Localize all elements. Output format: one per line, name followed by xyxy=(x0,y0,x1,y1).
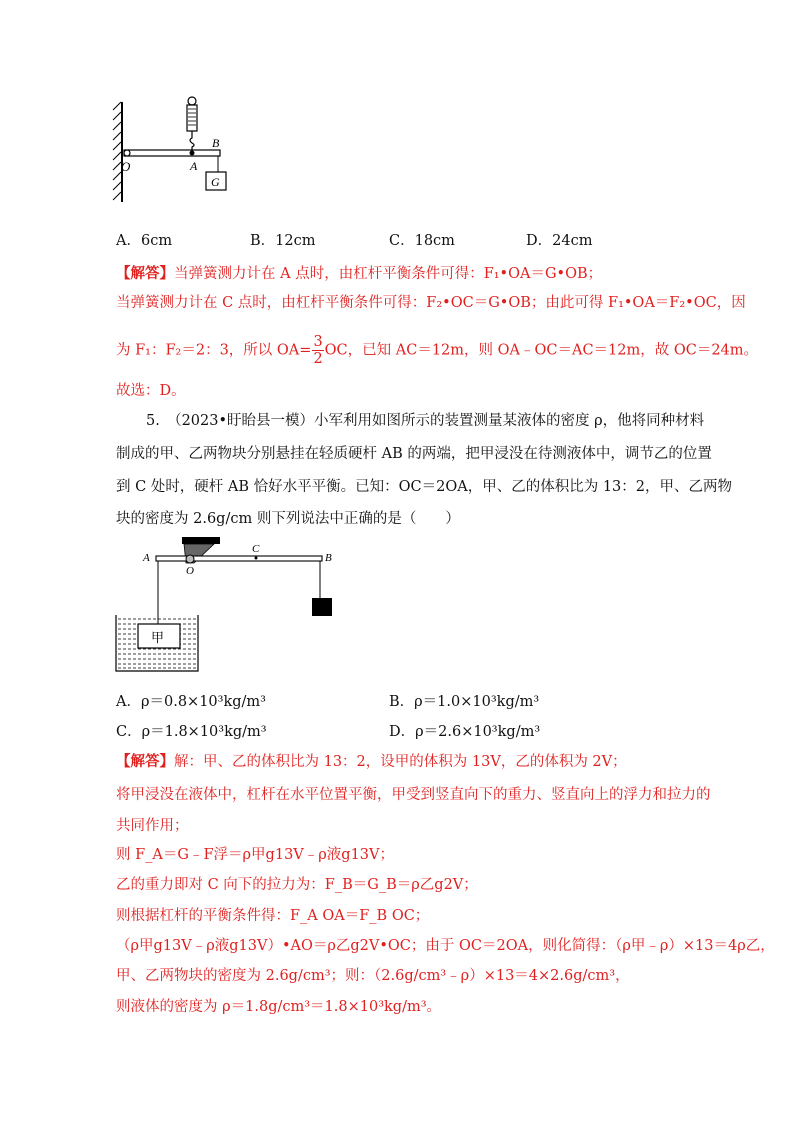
q4-option-d: D．24cm xyxy=(526,233,593,249)
q5-solution-line-4: 则 F_A＝G﹣F浮＝ρ甲g13V﹣ρ液g13V； xyxy=(116,847,394,863)
answer-tag: 【解答】 xyxy=(116,753,174,770)
label-o: O xyxy=(121,159,131,174)
q5-stem-line-3: 到 C 处时，硬杆 AB 恰好水平平衡。已知：OC＝2OA，甲、乙的体积比为 13：2，甲、乙两物 xyxy=(116,479,733,495)
label-b: B xyxy=(325,552,332,564)
label-g: G xyxy=(211,175,220,189)
q5-stem-line-2: 制成的甲、乙两物块分别悬挂在轻质硬杆 AB 的两端，把甲浸没在待测液体中，调节乙的位置 xyxy=(116,446,712,462)
q5-solution-line-7: （ρ甲g13V﹣ρ液g13V）•AO＝ρ乙g2V•OC；由于 OC＝2OA，则化简得：（ρ甲﹣ρ）×13＝4ρ乙， xyxy=(116,938,775,954)
label-c: C xyxy=(252,543,260,555)
q5-option-b: B．ρ＝1.0×10³kg/m³ xyxy=(389,694,540,710)
q5-stem-line-4: 块的密度为 2.6g/cm 则下列说法中正确的是（ ） xyxy=(116,511,460,527)
q5-solution-line-8: 甲、乙两物块的密度为 2.6g/cm³；则：（2.6g/cm³﹣ρ）×13＝4×2.6g/cm³， xyxy=(116,968,630,984)
q4-option-b: B．12cm xyxy=(250,233,316,249)
label-b: B xyxy=(212,136,220,150)
q5-solution-line-5: 乙的重力即对 C 向下的拉力为：F_B＝G_B＝ρ乙g2V； xyxy=(116,877,478,893)
q4-option-c: C．18cm xyxy=(389,233,455,249)
q5-solution-line-6: 则根据杠杆的平衡条件得：F_A OA＝F_B OC； xyxy=(116,908,430,924)
answer-tag: 【解答】 xyxy=(116,265,174,282)
q5-stem-line-1: 5. （2023•盱眙县一模）小军利用如图所示的装置测量某液体的密度 ρ，他将同种材料 xyxy=(146,413,705,429)
q5-solution-line-9: 则液体的密度为 ρ＝1.8g/cm³＝1.8×10³kg/m³。 xyxy=(116,999,442,1015)
q5-solution-line-2: 将甲浸没在液体中，杠杆在水平位置平衡，甲受到竖直向下的重力、竖直向上的浮力和拉力的 xyxy=(116,787,711,803)
q4-option-a: A．6cm xyxy=(116,233,173,249)
lever-figure-1 xyxy=(108,92,238,204)
q4-answer-line-2: 当弹簧测力计在 C 点时，由杠杆平衡条件可得：F₂•OC＝G•OB；由此可得 F₁•OA＝F₂•OC，因 xyxy=(116,295,746,311)
lever-figure-2 xyxy=(112,535,344,673)
q5-option-a: A．ρ＝0.8×10³kg/m³ xyxy=(116,694,266,710)
q5-solution-line-3: 共同作用； xyxy=(116,818,189,834)
q4-choice: 故选：D。 xyxy=(116,383,186,399)
label-o: O xyxy=(186,565,194,577)
q4-answer-line-1: 【解答】当弹簧测力计在 A 点时，由杠杆平衡条件可得：F₁•OA＝G•OB； xyxy=(116,265,603,282)
q5-option-d: D．ρ＝2.6×10³kg/m³ xyxy=(389,724,541,740)
label-jia: 甲 xyxy=(151,631,165,646)
fraction: $\frac{3}{2}$ xyxy=(313,334,323,367)
label-a: A xyxy=(190,159,198,173)
q4-answer-line-3: 为 F₁：F₂＝2：3，所以 OA= $\frac{3}{2}$ OC，已知 AC＝12m，则 OA﹣OC＝AC＝12m，故 OC＝24m。 xyxy=(116,334,759,367)
q5-solution-line-1: 【解答】解：甲、乙的体积比为 13：2，设甲的体积为 13V，乙的体积为 2V； xyxy=(116,753,627,770)
label-a: A xyxy=(143,552,150,564)
q5-option-c: C．ρ＝1.8×10³kg/m³ xyxy=(116,724,267,740)
